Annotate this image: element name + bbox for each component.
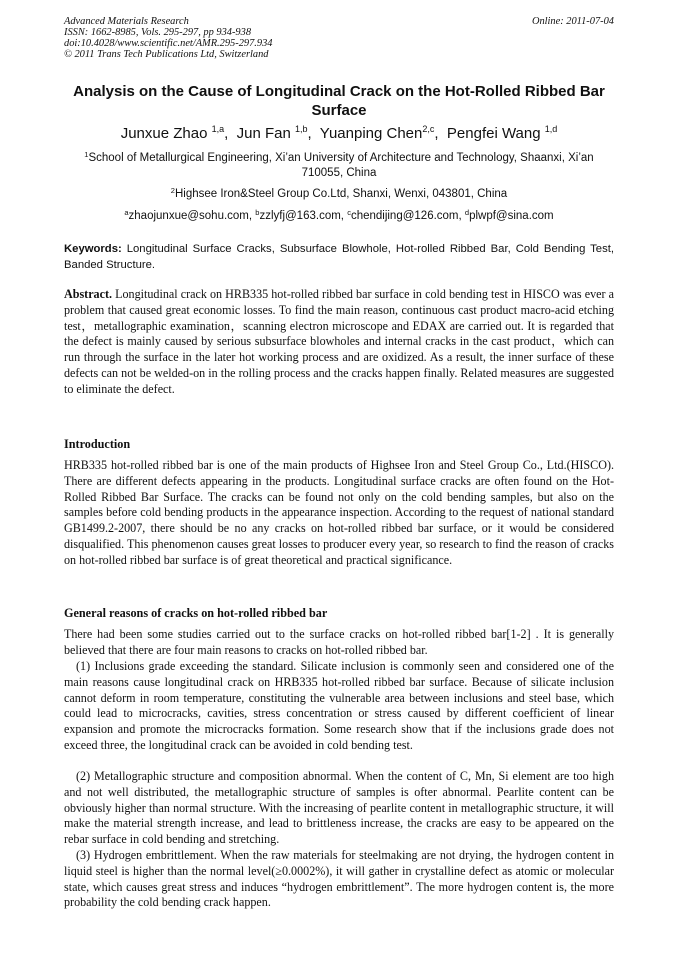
doi-line: doi:10.4028/www.scientific.net/AMR.295-297.934 xyxy=(64,38,273,49)
author-affiliation-mark: 1,a xyxy=(211,124,225,134)
general-paragraph-3: (2) Metallographic structure and composition abnormal. When the content of C, Mn, Si element are too high and not well distributed, the metallographic structure of samples is ofter abnormal. Pearlite content can be obviously higher than normal structure. With the increasing of pearlite content in metallographic structure, it will make the material strength increase, and lead to brittleness increase, the cracks are easy to be appeared on the rebar surface in cold bending and stretching. xyxy=(64,769,614,847)
keywords-text: Longitudinal Surface Cracks, Subsurface Blowhole, Hot-rolled Ribbed Bar, Cold Bending Test, Banded Structure. xyxy=(64,243,614,271)
affiliation-1 xyxy=(64,151,614,181)
affiliation-2 xyxy=(64,187,614,202)
author-affiliation-mark: 2,c xyxy=(422,124,435,134)
affiliation-text: Highsee Iron&Steel Group Co.Ltd, Shanxi, Wenxi, 043801, China xyxy=(174,188,508,200)
keywords xyxy=(64,242,614,273)
journal-name: Advanced Materials Research xyxy=(64,16,189,27)
email-list xyxy=(64,209,614,224)
email-address[interactable]: plwpf@sina.com xyxy=(469,210,554,222)
copyright-line: © 2011 Trans Tech Publications Ltd, Switzerland xyxy=(64,49,269,60)
author-list: Junxue Zhao $^{1,a}$, Jun Fan $^{1,b}$, Yuanping Chen$^{2,c}$, Pengfei Wang $^{1,d}$ xyxy=(120,124,558,142)
email-mark: d xyxy=(464,208,470,217)
affiliation-text: School of Metallurgical Engineering, Xi’an University of Architecture and Technology, Shaanxi, Xi’an 710055, China xyxy=(88,152,594,179)
paper-title: Analysis on the Cause of Longitudinal Crack on the Hot-Rolled Ribbed Bar Surface xyxy=(73,83,605,119)
author-name: Yuanping Chen xyxy=(319,125,423,142)
email-address[interactable]: zhaojunxue@sohu.com, xyxy=(128,210,256,222)
email-mark: b xyxy=(255,208,260,217)
general-paragraph-1: There had been some studies carried out to the surface cracks on hot-rolled ribbed bar[1-2] . It is generally believed that there are four main reasons to cracks on hot-rolled ribbed bar. xyxy=(64,627,614,657)
section-heading-general-reasons: General reasons of cracks on hot-rolled ribbed bar xyxy=(64,606,328,620)
email-address[interactable]: chendijing@126.com, xyxy=(350,210,465,222)
issn-line: ISSN: 1662-8985, Vols. 295-297, pp 934-938 xyxy=(64,27,252,38)
author-name: Pengfei Wang xyxy=(446,125,541,142)
online-date: Online: 2011-07-04 xyxy=(531,16,614,27)
keywords-label: Keywords: xyxy=(64,243,122,255)
abstract-text: Longitudinal crack on HRB335 hot-rolled ribbed bar surface in cold bending test in HISCO was ever a problem that caused great economic losses. To find the main reason, continuous cast product macro-acid etching test，metallographic examination，scanning electron microscope and EDAX are carried out. It is regarded that the defect is mainly caused by serious subsurface blowholes and internal cracks in the cast product，which can run through the surface in the later hot working process and are oxidized. As a result, the inner surface of these defects can not be welded-on in the rolling process and the cracks happen finally. Related measures are suggested to eliminate the defect. xyxy=(64,287,614,396)
author-name: Junxue Zhao xyxy=(120,125,208,142)
author-affiliation-mark: 1,b xyxy=(295,124,308,134)
affiliation-mark: 2 xyxy=(170,186,175,195)
section-heading-introduction: Introduction xyxy=(64,437,131,451)
introduction-paragraph: HRB335 hot-rolled ribbed bar is one of the main products of Highsee Iron and Steel Group Co., Ltd.(HISCO). There are different defects appearing in the products. Longitudinal surface cracks are often found on the Hot-Rolled Ribbed Bar Surface. The cracks can be found not only on the cold bending samples, but also on the samples before cold bending products in the appearance inspection. According to the request of national standard GB1499.2-2007, there should be no any cracks on hot-rolled ribbed bar surface, or it would be considered disqualified. This phenomenon causes great losses to producer every year, so research to find the reason of cracks on hot-rolled ribbed bar surface is of great theoretical and practical significance. xyxy=(64,458,614,567)
email-mark: a xyxy=(124,208,129,217)
author-name: Jun Fan xyxy=(236,125,291,142)
abstract-label: Abstract. xyxy=(64,287,113,301)
affiliation-mark: 1 xyxy=(84,150,89,159)
general-paragraph-4: (3) Hydrogen embrittlement. When the raw materials for steelmaking are not drying, the hydrogen content in liquid steel is higher than the normal level(≥0.0002%), it will gather in crystalline defect as atomic or molecular state, which causes great stress and induces “hydrogen embrittlement”. The more hydrogen content is, the more probability the cold bending crack happen. xyxy=(64,848,614,910)
general-paragraph-2: (1) Inclusions grade exceeding the standard. Silicate inclusion is commonly seen and considered one of the main reasons cause longitudinal crack on HRB335 hot-rolled ribbed bar surface. Because of silicate inclusion cannot deform in room temperature, constituting the vulnerable area between inclusions and steel base, which could lead to microcracks, cavities, stress concentration or stress caused by different coefficient of linear expansion and promote the microcracks formation. Some research show that if the inclusions grade does not exceed three, the longitudinal crack can be avoided in cold bending test. xyxy=(64,659,614,752)
author-affiliation-mark: 1,d xyxy=(544,124,558,134)
email-address[interactable]: zzlyfj@163.com, xyxy=(259,210,348,222)
email-mark: c xyxy=(347,208,351,217)
journal-header xyxy=(64,16,272,60)
abstract xyxy=(64,287,614,398)
